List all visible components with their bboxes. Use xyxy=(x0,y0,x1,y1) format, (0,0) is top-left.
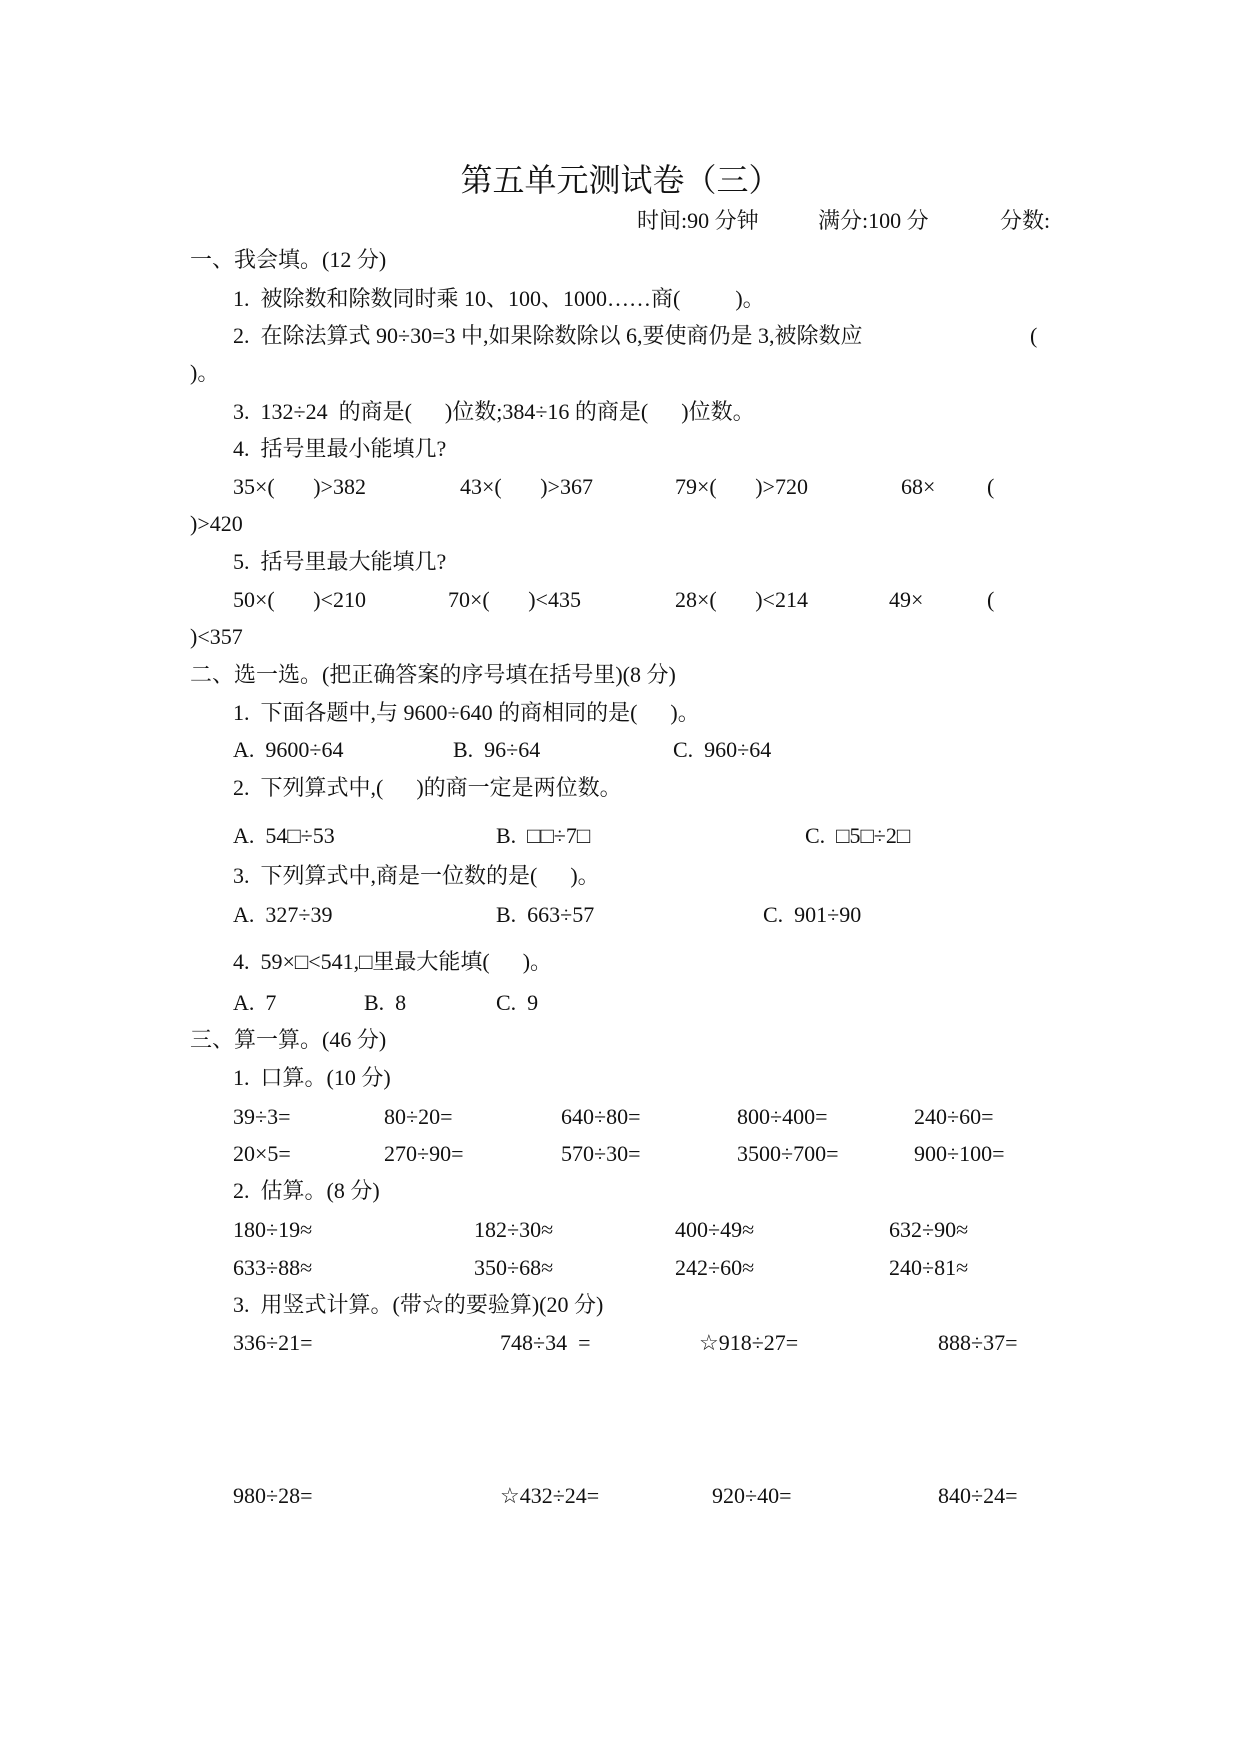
s2-question-3: 3. 下列算式中,商是一位数的是( )。 xyxy=(233,863,600,888)
full-score-info: 满分:100 分 xyxy=(818,208,929,233)
s2-q3-option-b: B. 663÷57 xyxy=(496,902,595,927)
s1-q4-cont: )>420 xyxy=(190,511,243,536)
s2-q4-option-b: B. 8 xyxy=(364,990,407,1015)
estimate-calc: 240÷81≈ xyxy=(889,1255,969,1280)
s2-q2-option-a: A. 54□÷53 xyxy=(233,823,335,848)
s1-q4-item: 43×( )>367 xyxy=(460,474,593,499)
s1-question-2-cont: )。 xyxy=(190,360,220,385)
s1-question-4: 4. 括号里最小能填几? xyxy=(233,436,447,461)
section-2-heading: 二、选一选。(把正确答案的序号填在括号里)(8 分) xyxy=(190,662,676,687)
score-label: 分数: xyxy=(1000,208,1051,233)
s1-question-3: 3. 132÷24 的商是( )位数;384÷16 的商是( )位数。 xyxy=(233,399,755,424)
s1-q5-item: 70×( )<435 xyxy=(448,587,581,612)
s1-question-2: 2. 在除法算式 90÷30=3 中,如果除数除以 6,要使商仍是 3,被除数应 xyxy=(233,323,863,348)
s1-q4-item: 68× xyxy=(901,474,936,499)
s2-q3-option-c: C. 901÷90 xyxy=(763,902,862,927)
mental-calc: 570÷30= xyxy=(561,1141,641,1166)
section-1-heading: 一、我会填。(12 分) xyxy=(190,247,387,272)
s2-q2-option-b: B. □□÷7□ xyxy=(496,823,591,848)
s2-question-4: 4. 59×□<541,□里最大能填( )。 xyxy=(233,949,553,974)
mental-calc: 39÷3= xyxy=(233,1104,291,1129)
time-info: 时间:90 分钟 xyxy=(637,208,759,233)
s1-q4-paren: ( xyxy=(987,474,995,499)
s1-q4-item: 35×( )>382 xyxy=(233,474,366,499)
estimate-calc: 180÷19≈ xyxy=(233,1217,313,1242)
s3-part-2: 2. 估算。(8 分) xyxy=(233,1178,380,1203)
s2-q4-option-a: A. 7 xyxy=(233,990,277,1015)
estimate-calc: 632÷90≈ xyxy=(889,1217,969,1242)
s1-question-5: 5. 括号里最大能填几? xyxy=(233,549,447,574)
s2-q4-option-c: C. 9 xyxy=(496,990,539,1015)
vertical-calc: 888÷37= xyxy=(938,1330,1018,1355)
vertical-calc: 920÷40= xyxy=(712,1483,792,1508)
s1-q5-item: 28×( )<214 xyxy=(675,587,808,612)
vertical-calc: ☆432÷24= xyxy=(500,1483,600,1508)
s2-question-1: 1. 下面各题中,与 9600÷640 的商相同的是( )。 xyxy=(233,700,700,725)
mental-calc: 640÷80= xyxy=(561,1104,641,1129)
mental-calc: 80÷20= xyxy=(384,1104,453,1129)
estimate-calc: 242÷60≈ xyxy=(675,1255,755,1280)
page-title: 第五单元测试卷（三） xyxy=(460,162,781,198)
s1-q5-item: 49× xyxy=(889,587,924,612)
s1-q5-item: 50×( )<210 xyxy=(233,587,366,612)
s1-q5-paren: ( xyxy=(987,587,995,612)
s2-q2-option-c: C. □5□÷2□ xyxy=(805,823,911,848)
s1-q4-item: 79×( )>720 xyxy=(675,474,808,499)
s2-q3-option-a: A. 327÷39 xyxy=(233,902,333,927)
mental-calc: 20×5= xyxy=(233,1141,291,1166)
mental-calc: 270÷90= xyxy=(384,1141,464,1166)
s1-question-1: 1. 被除数和除数同时乘 10、100、1000……商( )。 xyxy=(233,286,765,311)
mental-calc: 900÷100= xyxy=(914,1141,1005,1166)
s1-q5-cont: )<357 xyxy=(190,624,243,649)
vertical-calc: 980÷28= xyxy=(233,1483,313,1508)
s2-q1-option-b: B. 96÷64 xyxy=(453,737,541,762)
estimate-calc: 400÷49≈ xyxy=(675,1217,755,1242)
vertical-calc: 748÷34 = xyxy=(500,1330,591,1355)
section-3-heading: 三、算一算。(46 分) xyxy=(190,1027,387,1052)
vertical-calc: ☆918÷27= xyxy=(699,1330,799,1355)
vertical-calc: 840÷24= xyxy=(938,1483,1018,1508)
s2-q1-option-a: A. 9600÷64 xyxy=(233,737,344,762)
vertical-calc: 336÷21= xyxy=(233,1330,313,1355)
estimate-calc: 633÷88≈ xyxy=(233,1255,313,1280)
s2-q1-option-c: C. 960÷64 xyxy=(673,737,772,762)
mental-calc: 800÷400= xyxy=(737,1104,828,1129)
s3-part-3: 3. 用竖式计算。(带☆的要验算)(20 分) xyxy=(233,1292,604,1317)
s1-question-2-paren: ( xyxy=(1030,323,1038,348)
s2-question-2: 2. 下列算式中,( )的商一定是两位数。 xyxy=(233,775,622,800)
estimate-calc: 350÷68≈ xyxy=(474,1255,554,1280)
mental-calc: 240÷60= xyxy=(914,1104,994,1129)
s3-part-1: 1. 口算。(10 分) xyxy=(233,1065,391,1090)
estimate-calc: 182÷30≈ xyxy=(474,1217,554,1242)
mental-calc: 3500÷700= xyxy=(737,1141,839,1166)
